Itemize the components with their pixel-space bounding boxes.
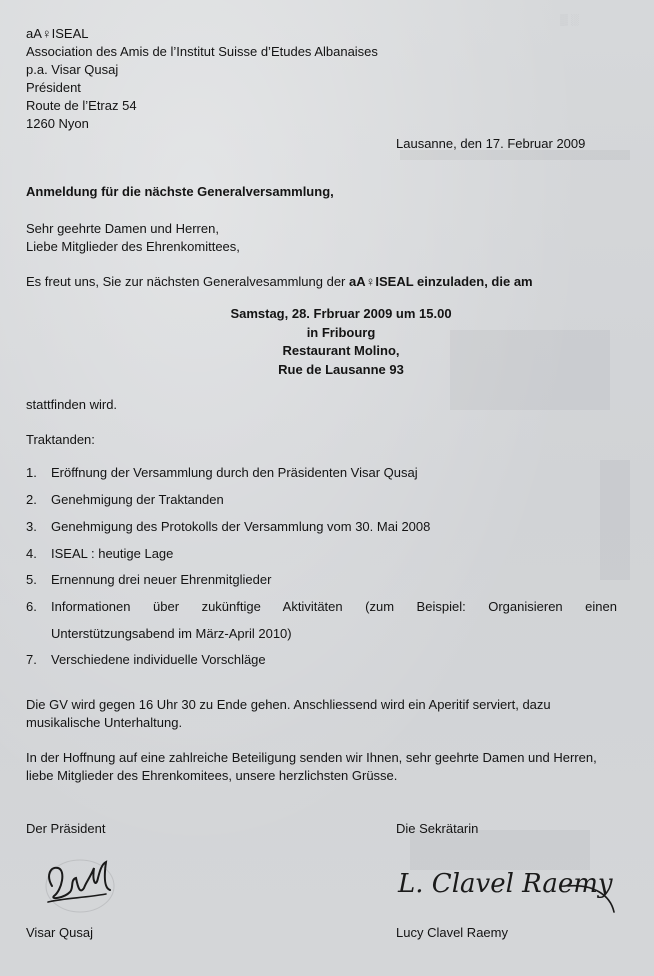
closing-line-2: musikalische Unterhaltung.	[26, 715, 183, 730]
bleed-through: ▒ ░	[560, 14, 579, 26]
secretary-handwriting: L. Clavel Raemy	[398, 869, 613, 899]
agenda-item-text: Eröffnung der Versammlung durch den Präsidenten Visar Qusaj	[51, 465, 418, 480]
regards-line-2: liebe Mitglieder des Ehrenkomitees, unsere herzlichsten Grüsse.	[26, 768, 398, 783]
intro-line	[26, 273, 533, 291]
regards-line-1: In der Hoffnung auf eine zahlreiche Beteiligung senden wir Ihnen, sehr geehrte Damen und Herren,	[26, 750, 597, 765]
agenda-item-text: Informationen über zukünftige Aktivitäten (zum Beispiel: Organisieren einen	[51, 599, 617, 614]
sender-role: Président	[26, 80, 81, 95]
agenda-number: 6.	[26, 599, 37, 614]
agenda-item-text: Genehmigung des Protokolls der Versammlung vom 30. Mai 2008	[51, 519, 431, 534]
after-event-text: stattfinden wird.	[26, 397, 118, 412]
agenda-number: 4.	[26, 546, 37, 561]
secretary-name: Lucy Clavel Raemy	[396, 925, 508, 940]
agenda-item-text: Genehmigung der Traktanden	[51, 492, 224, 507]
agenda-item-text: Ernennung drei neuer Ehrenmitglieder	[51, 572, 272, 587]
sender-org-short: aA♀ISEAL	[26, 26, 89, 41]
agenda-number: 7.	[26, 652, 37, 667]
secretary-role: Die Sekrätarin	[396, 821, 479, 836]
agenda-title: Traktanden:	[26, 432, 95, 447]
sender-org-full: Association des Amis de l’Institut Suisse d’Etudes Albanaises	[26, 44, 378, 59]
agenda-number: 2.	[26, 492, 37, 507]
intro-normal: Es freut uns, Sie zur nächsten Generalvesammlung der	[26, 274, 349, 289]
agenda-number: 5.	[26, 572, 37, 587]
agenda-item-text-continued: Unterstützungsabend im März-April 2010)	[51, 626, 292, 641]
secretary-signature	[392, 854, 622, 924]
closing-line-1: Die GV wird gegen 16 Uhr 30 zu Ende gehen. Anschliessend wird ein Aperitif serviert, dazu	[26, 697, 551, 712]
agenda-number: 3.	[26, 519, 37, 534]
intro-bold: aA♀ISEAL einzuladen, die am	[349, 274, 533, 289]
salutation-line-1: Sehr geehrte Damen und Herren,	[26, 221, 219, 236]
agenda-number: 1.	[26, 465, 37, 480]
event-venue: Restaurant Molino,	[282, 343, 400, 358]
agenda-item-text: Verschiedene individuelle Vorschläge	[51, 652, 266, 667]
sender-street: Route de l’Etraz 54	[26, 98, 137, 113]
event-date: Samstag, 28. Frbruar 2009 um 15.00	[230, 306, 452, 321]
subject-line: Anmeldung für die nächste Generalversammlung,	[26, 184, 334, 199]
president-role: Der Präsident	[26, 821, 106, 836]
event-place: in Fribourg	[306, 324, 376, 340]
date-line: Lausanne, den 17. Februar 2009	[396, 136, 586, 151]
sender-city: 1260 Nyon	[26, 116, 89, 131]
agenda-item-text: ISEAL : heutige Lage	[51, 546, 174, 561]
salutation-line-2: Liebe Mitglieder des Ehrenkomittees,	[26, 239, 240, 254]
event-block	[150, 305, 532, 379]
president-name: Visar Qusaj	[26, 925, 93, 940]
event-address: Rue de Lausanne 93	[278, 361, 404, 377]
sender-contact: p.a. Visar Qusaj	[26, 62, 119, 77]
president-signature	[40, 848, 120, 918]
